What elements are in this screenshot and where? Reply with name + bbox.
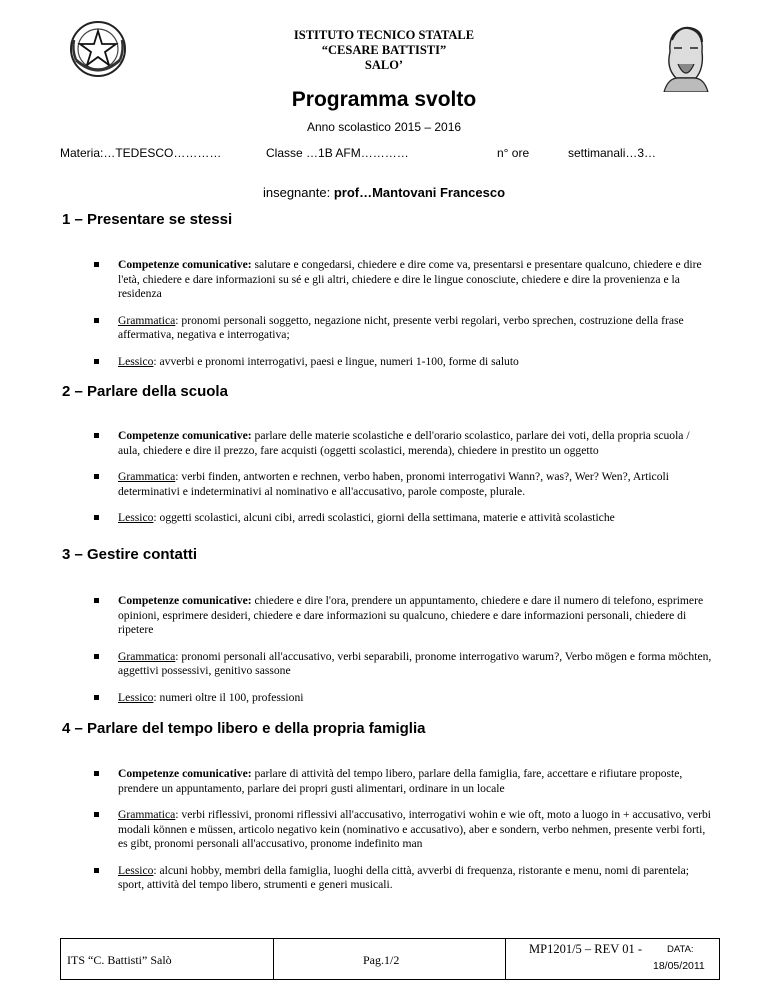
item-label: Lessico: [118, 863, 154, 877]
bullet-square-icon: [94, 771, 99, 776]
item-text: : alcuni hobby, membri della famiglia, luoghi della città, avverbi di frequenza, ristorante e menu, nomi di parentela; sport, attività del tempo libero, strumenti e generi musicali.: [118, 863, 690, 891]
item-label: Grammatica: [118, 808, 176, 821]
section-items: [94, 258, 714, 381]
teacher-line: [0, 185, 768, 200]
bullet-square-icon: [94, 474, 99, 479]
item-text: : numeri oltre il 100, professioni: [153, 690, 304, 704]
bullet-square-icon: [94, 359, 99, 364]
page-number: Pag.1/2: [363, 953, 400, 967]
section-items: [94, 594, 714, 717]
section-items: [94, 767, 714, 905]
item-text: salutare e congedarsi, chiedere e dire come va, presentarsi e presentare qualcuno, chiedere e dire l'età, chiedere e dare informazioni su sé e gli altri, chiedere e dire le lingue conosciute, chiedere e dire la provenienza e la residenza: [118, 258, 702, 300]
school-name-line1: ISTITUTO TECNICO STATALE: [293, 28, 475, 42]
item-label: Competenze comunicative:: [118, 258, 252, 271]
item-label: Lessico: [118, 354, 154, 368]
item-label: Grammatica: [118, 649, 176, 663]
school-year: Anno scolastico 2015 – 2016: [306, 120, 462, 134]
bullet-square-icon: [94, 433, 99, 438]
bullet-square-icon: [94, 598, 99, 603]
list-item: [94, 650, 714, 679]
teacher-name: prof…Mantovani Francesco: [333, 185, 506, 200]
item-label: Lessico: [118, 690, 154, 704]
item-text: parlare di attività del tempo libero, parlare della famiglia, fare, accettare e rifiutare proposte, prendere un appuntamento, parlare dei propri gusti alimentari, ordinare in un locale: [118, 767, 683, 795]
item-label: Grammatica: [118, 470, 176, 483]
cesare-battisti-portrait: [656, 22, 714, 92]
section-title: 4 – Parlare del tempo libero e della propria famiglia: [62, 720, 426, 737]
school-name-line3: SALO’: [364, 58, 404, 72]
bullet-square-icon: [94, 695, 99, 700]
school-name-line2: “CESARE BATTISTI”: [321, 43, 447, 57]
list-item: [94, 470, 714, 499]
item-text: : oggetti scolastici, alcuni cibi, arredi scolastici, giorni della settimana, materie e attività scolastiche: [153, 511, 615, 524]
item-text: parlare delle materie scolastiche e dell'orario scolastico, parlare dei voti, della propria scuola / aula, chiedere e dire il prezzo, fare acquisti (oggetti scolastici, merenda), chiedere in prestito un oggetto: [118, 429, 690, 457]
bullet-square-icon: [94, 318, 99, 323]
section-title: 2 – Parlare della scuola: [62, 383, 228, 400]
item-label: Competenze comunicative:: [118, 429, 252, 442]
list-item: [94, 355, 714, 370]
subject-field: Materia:…TEDESCO…………: [60, 146, 222, 160]
item-text: : verbi finden, antworten e rechnen, verbo haben, pronomi interrogativi Wann?, was?, Wer? Wen?, Articoli determinativi e indeterminativi al nominativo e all'accusativo, parole composte, plurale.: [118, 470, 669, 498]
item-text: : pronomi personali soggetto, negazione nicht, presente verbi regolari, verbo sprechen, costruzione della frase affermativa, negativa e interrogativa;: [118, 313, 684, 341]
footer-school-cell: [61, 939, 274, 979]
bullet-square-icon: [94, 654, 99, 659]
list-item: [94, 594, 714, 638]
list-item: [94, 258, 714, 302]
footer-page-cell: [273, 939, 506, 979]
school-name: [0, 28, 768, 73]
weekly-hours-field: settimanali…3…: [568, 146, 657, 160]
item-label: Competenze comunicative:: [118, 767, 252, 780]
bullet-square-icon: [94, 515, 99, 520]
document-footer: [60, 938, 720, 980]
list-item: [94, 429, 714, 458]
item-label: Grammatica: [118, 313, 176, 327]
footer-school: ITS “C. Battisti” Salò: [67, 953, 172, 967]
teacher-label: insegnante:: [262, 185, 334, 200]
list-item: [94, 864, 714, 893]
revision-code: MP1201/5 – REV 01 -: [529, 942, 642, 956]
revision-date: 18/05/2011: [653, 960, 705, 972]
hours-label: n° ore: [497, 146, 530, 160]
section-title: 1 – Presentare se stessi: [62, 211, 233, 228]
bullet-square-icon: [94, 812, 99, 817]
date-label: DATA:: [667, 944, 694, 955]
item-label: Competenze comunicative:: [118, 594, 252, 607]
item-text: : verbi riflessivi, pronomi riflessivi all'accusativo, interrogativi wohin e wie oft, moto a luogo in + accusativo, verbi modali können e müssen, articolo negativo kein (nominativo e accusativo), aber e sondern, verbo nehmen, presente verbi forti, es gibt, pronomi personali all'accusativo, pronome indefinito man: [118, 808, 711, 850]
item-text: chiedere e dire l'ora, prendere un appuntamento, chiedere e dare il numero di telefono, esprimere opinioni, esprimere desideri, chiedere e dare informazioni su qualcuno, chiedere e dare informazioni personali, chiedere di ripetere: [118, 594, 704, 636]
list-item: [94, 767, 714, 796]
section-items: [94, 429, 714, 538]
page-title: Programma svolto: [291, 88, 477, 111]
bullet-square-icon: [94, 868, 99, 873]
bullet-square-icon: [94, 262, 99, 267]
item-label: Lessico: [118, 511, 154, 524]
list-item: [94, 808, 714, 852]
list-item: [94, 691, 714, 706]
item-text: : avverbi e pronomi interrogativi, paesi e lingue, numeri 1-100, forme di saluto: [153, 354, 519, 368]
footer-revision-cell: [505, 939, 719, 979]
section-title: 3 – Gestire contatti: [62, 546, 198, 563]
class-field: Classe …1B AFM…………: [266, 146, 409, 160]
list-item: [94, 314, 714, 343]
list-item: [94, 511, 714, 526]
item-text: : pronomi personali all'accusativo, verbi separabili, pronome interrogativo warum?, Verbo mögen e forma möchten, aggettivi possessivi, genitivo sassone: [118, 649, 712, 677]
